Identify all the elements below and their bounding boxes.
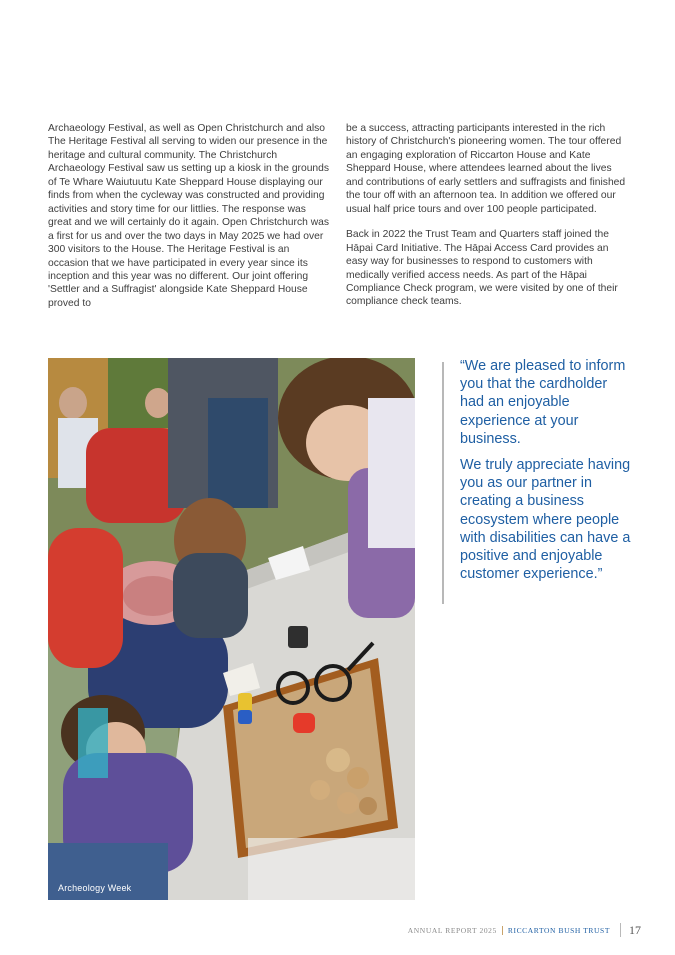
pull-quote xyxy=(460,357,635,583)
page-number: 17 xyxy=(629,922,641,937)
quote-divider xyxy=(442,362,444,604)
footer-divider xyxy=(502,926,503,935)
photo-illustration xyxy=(48,358,415,900)
body-paragraph: be a success, attracting participants interested in the rich history of Christchurch's pioneering women. The tour offered an engaging exploration of Riccarton House and Kate Sheppard House, where attendees learned about the lives and contributions of early settlers and suffragists and finished the tour off with an afternoon tea. In addition we offered our usual half price tours and over 100 people participated. xyxy=(346,123,626,215)
archeology-week-photo xyxy=(48,358,415,900)
photo-caption: Archeology Week xyxy=(58,883,132,893)
organization-name: RICCARTON BUSH TRUST xyxy=(507,925,610,935)
page-footer xyxy=(408,923,641,937)
quote-paragraph: “We are pleased to inform you that the cardholder had an enjoyable experience at your business. xyxy=(460,358,626,447)
quote-paragraph: We truly appreciate having you as our partner in creating a business ecosystem where people with disabilities can have a positive and enjoyable customer experience.” xyxy=(460,457,631,583)
report-title: ANNUAL REPORT 2025 xyxy=(407,925,497,935)
body-paragraph: Back in 2022 the Trust Team and Quarters staff joined the Hāpai Card Initiative. The Hāpai Access Card provides an easy way for businesses to respond to customers with medically verified access needs. As part of the Hāpai Compliance Check program, we were visited by one of their compliance check teams. xyxy=(346,229,618,308)
body-paragraph: Archaeology Festival, as well as Open Christchurch and also The Heritage Festival all serving to widen our presence in the heritage and cultural community. The Christchurch Archaeology Festival saw us setting up a kiosk in the grounds of Te Whare Waiutuutu Kate Sheppard House displaying our finds from when the cycleway was constructed and providing activities and story time for our littlies. The response was great and we will certainly do it again. Open Christchurch was a first for us and over the two days in May 2025 we had over 300 visitors to the House. The Heritage Festival is an occasion that we have participated in every year since its inception and this year was no different. Our joint offering 'Settler and a Suffragist' alongside Kate Sheppard House proved to xyxy=(48,123,330,309)
footer-divider xyxy=(620,923,621,937)
right-text-column xyxy=(346,122,631,309)
left-text-column xyxy=(48,122,330,310)
